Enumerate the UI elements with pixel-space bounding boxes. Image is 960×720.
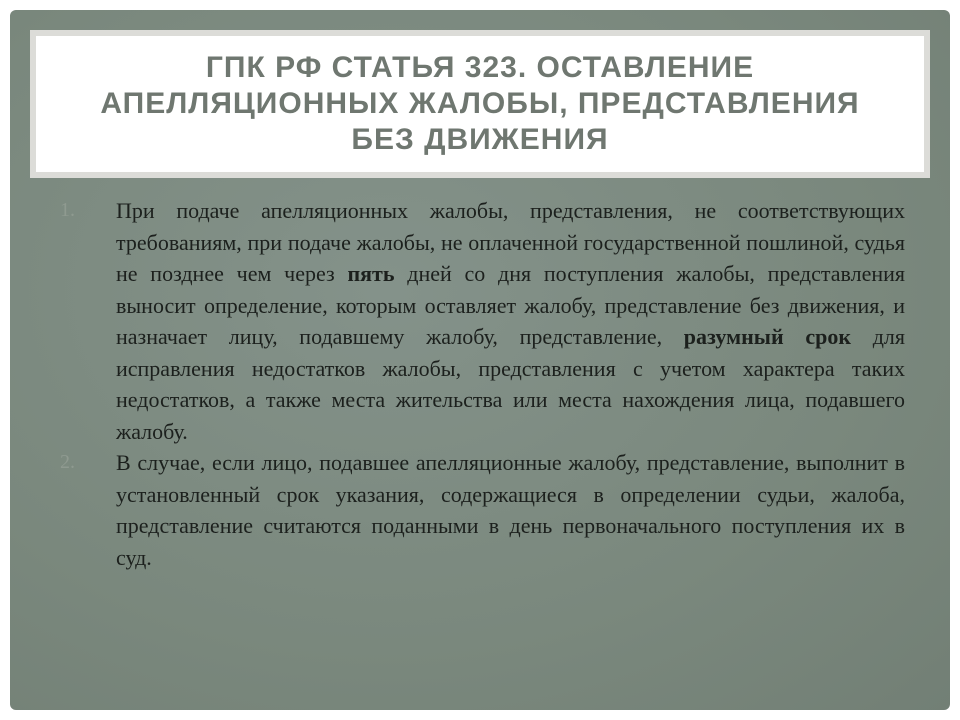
title-frame bbox=[30, 30, 930, 178]
bold-term-reasonable-term: разумный срок bbox=[683, 324, 852, 349]
bold-term-five: пять bbox=[347, 261, 395, 286]
slide-title bbox=[80, 50, 879, 158]
list-text: В случае, если лицо, подавшее апелляционные жалобу, представление, выполнит в установленный срок указания, содержащиеся в определении судьи, жалоба, представление считаются поданными в день первоначального поступления их в суд. bbox=[116, 450, 905, 570]
list-number: 2. bbox=[60, 451, 75, 473]
title-line-3: БЕЗ ДВИЖЕНИЯ bbox=[351, 123, 609, 156]
title-line-1: ГПК РФ СТАТЬЯ 323. ОСТАВЛЕНИЕ bbox=[205, 51, 755, 84]
text-segment: дней со дня поступления жалобы, представления выносит определение, которым оставляет жалобу, представление без движения, и назначает лицу, подавшему жалобу, представление, bbox=[116, 261, 906, 349]
list-number: 1. bbox=[60, 199, 75, 221]
text-segment: для исправления недостатков жалобы, представления с учетом характера таких недостатков, а также места жительства или места нахождения лица, подавшего жалобу. bbox=[116, 324, 906, 444]
list-item bbox=[60, 447, 905, 573]
title-line-2: АПЕЛЛЯЦИОННЫХ ЖАЛОБЫ, ПРЕДСТАВЛЕНИЯ bbox=[100, 87, 860, 120]
list-text bbox=[116, 195, 905, 447]
slide bbox=[10, 10, 950, 710]
numbered-list bbox=[60, 195, 905, 573]
title-panel bbox=[36, 36, 924, 172]
list-item bbox=[60, 195, 905, 447]
text-segment: При подаче апелляционных жалобы, представления, не соответствующих требованиям, при подаче жалобы, не оплаченной государственной пошлиной, судья не позднее чем через bbox=[116, 198, 905, 286]
